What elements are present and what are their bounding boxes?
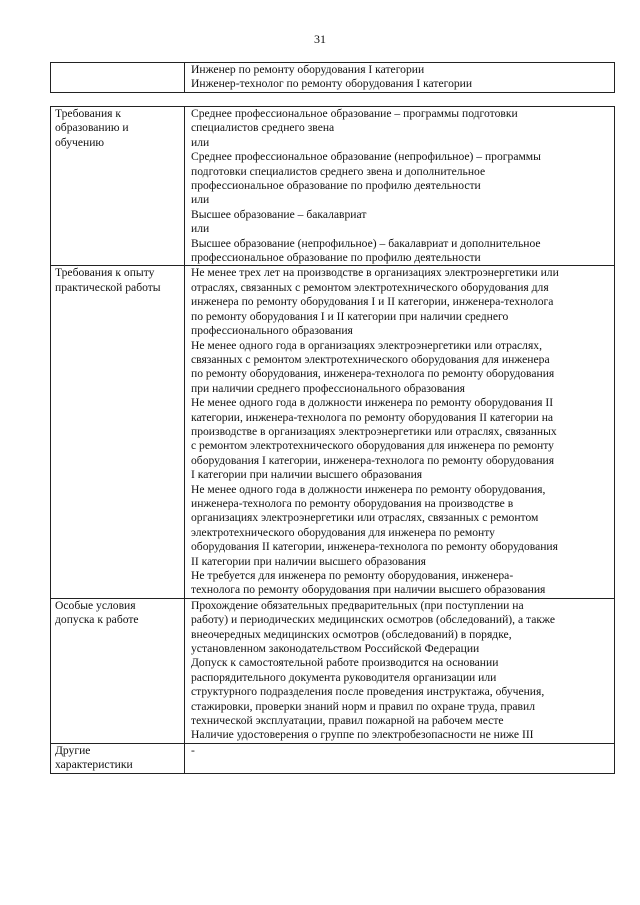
requirement-content-line: или <box>191 135 210 149</box>
job-title-cell <box>185 63 615 93</box>
requirement-content-line: организациях электроэнергетики или отраслях, связанных с ремонтом <box>191 511 539 525</box>
requirement-label-line: обучению <box>55 135 105 149</box>
requirement-content-line: профессиональное образование по профилю деятельности <box>191 251 481 265</box>
requirement-content-line: технической эксплуатации, правил пожарной на рабочем месте <box>191 714 504 728</box>
requirement-label-cell <box>51 743 185 773</box>
job-title-row <box>51 63 615 93</box>
requirement-content-line: электротехнического оборудования для инженера по ремонту <box>191 525 495 539</box>
requirements-table-body <box>51 107 615 774</box>
requirement-label-line: образованию и <box>55 121 129 135</box>
requirement-content-line: по ремонту оборудования I и II категории при наличии среднего <box>191 309 509 323</box>
requirement-label-line: Другие <box>55 743 91 757</box>
requirement-content-line: профессиональное образование по профилю деятельности <box>191 179 481 193</box>
requirement-label-line: Требования к опыту <box>55 266 155 280</box>
requirement-content-line: Не менее одного года в организациях электроэнергетики или отраслях, <box>191 338 542 352</box>
requirement-content-line: связанных с ремонтом электротехнического оборудования для инженера <box>191 352 550 366</box>
requirement-content-line: II категории при наличии высшего образования <box>191 554 426 568</box>
requirement-label-line: допуска к работе <box>55 613 139 627</box>
requirement-content-line: Наличие удостоверения о группе по электробезопасности не ниже III <box>191 728 534 742</box>
requirement-label-line: Требования к <box>55 107 122 120</box>
requirement-content-line: I категории при наличии высшего образования <box>191 468 423 482</box>
requirement-content-line: оборудования II категории, инженера-технолога по ремонту оборудования <box>191 540 558 554</box>
requirement-content-line: Среднее профессиональное образование – программы подготовки <box>191 107 518 120</box>
requirement-content-line: или <box>191 193 210 207</box>
requirement-label-line: Особые условия <box>55 598 136 612</box>
job-title-table <box>50 62 615 93</box>
page-number: 31 <box>314 32 326 46</box>
requirement-label-line: характеристики <box>55 758 133 772</box>
requirement-content-line: технолога по ремонту оборудования при наличии высшего образования <box>191 583 546 597</box>
requirement-content-line: производстве в организациях электроэнергетики или отраслях, связанных <box>191 424 557 438</box>
requirement-content-line: категории, инженера-технолога по ремонту оборудования II категории на <box>191 410 554 424</box>
requirement-content-cell <box>185 743 615 773</box>
requirement-content-line: Не менее одного года в должности инженера по ремонту оборудования, <box>191 482 546 496</box>
requirement-content-line: установленном законодательством Российской Федерации <box>191 642 480 656</box>
requirement-content-line: работу) и периодических медицинских осмотров (обследований), а также <box>191 613 555 627</box>
requirement-content-line: Допуск к самостоятельной работе производится на основании <box>191 656 499 670</box>
job-title-2: Инженер-технолог по ремонту оборудования I категории <box>191 77 473 91</box>
requirement-content-cell <box>185 107 615 266</box>
requirement-content-line: оборудования I категории, инженера-технолога по ремонту оборудования <box>191 453 555 467</box>
requirement-content-line: Прохождение обязательных предварительных (при поступлении на <box>191 598 524 612</box>
requirement-content-line: инженера-технолога по ремонту оборудования на производстве в <box>191 496 514 510</box>
requirement-content-cell <box>185 266 615 598</box>
requirement-content-line: специалистов среднего звена <box>191 121 335 135</box>
job-title-label-cell <box>51 63 185 93</box>
requirement-content-line: Среднее профессиональное образование (непрофильное) – программы <box>191 150 541 164</box>
education-row <box>51 107 615 266</box>
requirement-label-cell <box>51 107 185 266</box>
requirement-content-line: Не требуется для инженера по ремонту оборудования, инженера- <box>191 569 514 582</box>
requirement-content-line: распорядительного документа руководителя организации или <box>191 670 497 684</box>
requirement-content-line: стажировки, проверки знаний норм и правил по охране труда, правил <box>191 699 535 713</box>
requirement-content-line: или <box>191 222 210 236</box>
requirement-content-line: - <box>191 743 195 757</box>
other-characteristics-row <box>51 743 615 773</box>
requirement-content-line: при наличии среднего профессионального образования <box>191 381 465 395</box>
requirements-table <box>50 106 615 774</box>
requirement-content-line: Не менее трех лет на производстве в организациях электроэнергетики или <box>191 266 559 280</box>
requirement-label-cell <box>51 266 185 598</box>
requirement-label-line: практической работы <box>55 280 161 294</box>
requirement-content-line: отраслях, связанных с ремонтом электротехнического оборудования для <box>191 280 549 294</box>
requirement-content-line: с ремонтом электротехнического оборудования для инженера по ремонту <box>191 439 554 453</box>
special-conditions-row <box>51 598 615 743</box>
requirement-content-cell <box>185 598 615 743</box>
requirement-content-line: Не менее одного года в должности инженера по ремонту оборудования II <box>191 396 554 410</box>
requirement-content-line: структурного подразделения после проведения инструктажа, обучения, <box>191 685 545 699</box>
requirement-content-line: Высшее образование – бакалавриат <box>191 207 367 221</box>
requirement-label-cell <box>51 598 185 743</box>
job-title-1: Инженер по ремонту оборудования I категории <box>191 63 425 76</box>
requirement-content-line: профессионального образования <box>191 324 353 338</box>
requirement-content-line: Высшее образование (непрофильное) – бакалавриат и дополнительное <box>191 236 541 250</box>
requirement-content-line: внеочередных медицинских осмотров (обследований) в порядке, <box>191 627 512 641</box>
experience-row <box>51 266 615 598</box>
requirement-content-line: подготовки специалистов среднего звена и дополнительное <box>191 164 486 178</box>
requirement-content-line: по ремонту оборудования, инженера-технолога по ремонту оборудования <box>191 367 555 381</box>
requirement-content-line: инженера по ремонту оборудования I и II категории, инженера-технолога <box>191 295 554 309</box>
